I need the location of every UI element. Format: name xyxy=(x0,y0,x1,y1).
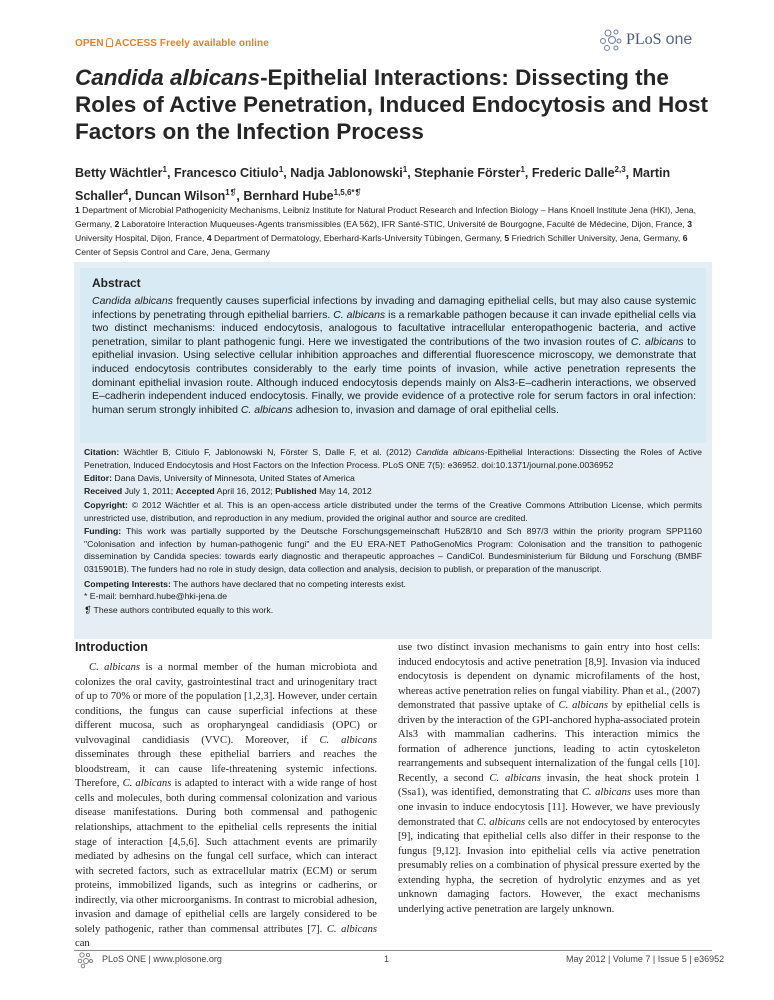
abstract-text: Candida albicans frequently causes superficial infections by invading and damaging epithelial cells, but may also cause systemic infections by penetrating through epithelial barriers. C. albicans is a remarkable pathogen because it can invade epithelial cells via two distinct mechanisms: induced endocytosis, analogous to facultative intracellular enteropathogenic bacteria, and active penetration, similar to plant pathogenic fungi. Here we investigated the contributions of the two invasion routes of C. albicans to epithelial invasion. Using selective cellular inhibition approaches and differential fluorescence microscopy, we demonstrate that induced endocytosis contributes considerably to the early time points of invasion, while active penetration represents the dominant epithelial invasion route. Although induced endocytosis depends mainly on Als3-E–cadherin interactions, we observed E–cadherin independent induced endocytosis. Finally, we provide evidence of a protective role for serum factors in oral infection: human serum strongly inhibited C. albicans adhesion to, invasion and damage of oral epithelial cells. xyxy=(92,295,696,416)
author-list: Betty Wächtler$^1$, Francesco Citiulo$^1$, Nadja Jablonowski$^1$, Stephanie Förster$^1$, Frederic Dalle$^{2,3}$, Martin Schaller$^4$, Duncan Wilson$^{1❡}$, Bernhard Hube$^{1,5,6*❡}$ xyxy=(75,165,671,204)
affiliation-item: 2 Laboratoire Interaction Muqueuses-Agents transmissibles (EA 562), IFR Santé-STIC, Université de Bourgogne, Faculté de Médecine, Dijon, France, xyxy=(114,219,688,229)
author-affiliation-mark: 1,5,6*❡ xyxy=(333,188,362,198)
copyright: Copyright: © 2012 Wächtler et al. This is an open-access article distributed under the terms of the Creative Commons Attribution License, which permits unrestricted use, distribution, and reproduction in any medium, provided the original author and source are credited. xyxy=(84,500,702,523)
author-name: Duncan Wilson$^{1❡}$ xyxy=(135,188,237,204)
abstract-heading: Abstract xyxy=(92,276,141,290)
author-name: Martin Schaller$^4$ xyxy=(75,166,671,204)
author-name: Betty Wächtler$^1$ xyxy=(75,165,167,181)
competing-interests: Competing Interests: The authors have declared that no competing interests exist. xyxy=(84,579,406,589)
open-access-banner: OPEN ACCESS Freely available online xyxy=(75,38,269,49)
footer-issue: May 2012 | Volume 7 | Issue 5 | e36952 xyxy=(566,954,725,964)
affiliation-item: 3 University Hospital, Dijon, France, xyxy=(75,219,692,243)
author-affiliation-mark: 1 xyxy=(402,165,408,174)
author-name: Francesco Citiulo$^1$ xyxy=(173,165,284,181)
author-name: Stephanie Förster$^1$ xyxy=(414,165,525,181)
body-column-right: use two distinct invasion mechanisms to gain entry into host cells: induced endocytosis and active penetration [8,9]. Invasion via induced endocytosis is dependent on dynamic microfilaments of the host, whereas active penetration relies on fungal viability. Phan et al., (2007) demonstrated that passive uptake of C. albicans by epithelial cells is driven by the interaction of the GPI-anchored hypha-associated protein Als3 with mammalian cadherins. This interaction mimics the formation of adherence junctions, leading to actin cytoskeleton rearrangements and subsequent internalization of the fungal cells [10]. Recently, a second C. albicans invasin, the heat shock protein 1 (Ssa1), was identified, demonstrating that C. albicans uses more than one invasin to induce endocytosis [11]. However, we have previously demonstrated that C. albicans cells are not endocytosed by enterocytes [9], indicating that epithelial cells also differ in their response to the fungus [9,12]. Invasion into epithelial cells via active penetration presumably relies on a combination of physical pressure exerted by the extending hypha, the secretion of hydrolytic enzymes and as yet unknown damaging factors. However, the exact mechanisms underlying active penetration are largely unknown. xyxy=(398,642,701,915)
citation-text: Wächtler B, Citiulo F, Jablonowski N, Förster S, Dalle F, et al. (2012) Candida albicans-Epithelial Interactions: Dissecting the Roles of Active Penetration, Induced Endocytosis and Host Factors on the Infection Process. PLoS ONE 7(5): e36952. doi:10.1371/journal.pone.0036952 xyxy=(84,447,702,470)
author-name: Bernhard Hube$^{1,5,6*❡}$ xyxy=(243,188,362,204)
email[interactable]: * E-mail: bernhard.hube@hki-jena.de xyxy=(84,591,228,601)
author-affiliation-mark: 1❡ xyxy=(225,188,237,198)
affiliation-item: 5 Friedrich Schiller University, Jena, Germany, xyxy=(504,233,683,243)
editor: Editor: Dana Davis, University of Minnesota, United States of America xyxy=(84,473,355,483)
affiliation-item: 6 Center of Sepsis Control and Care, Jena, Germany xyxy=(75,233,688,257)
footer-rule xyxy=(74,950,712,951)
author-affiliation-mark: 4 xyxy=(123,188,129,198)
equal-contribution-note: ❡ These authors contributed equally to this work. xyxy=(84,605,274,615)
author-affiliation-mark: 1 xyxy=(278,165,284,174)
author-name: Nadja Jablonowski$^1$ xyxy=(290,165,408,181)
footer-page-number: 1 xyxy=(384,954,390,964)
affiliation-item: 1 Department of Microbial Pathogenicity Mechanisms, Leibniz Institute for Natural Product Research and Infection Biology – Hans Knoell Institute Jena (HKI), Jena, Germany, xyxy=(75,205,696,229)
body-column-left: C. albicans is a normal member of the human microbiota and colonizes the oral cavity, gastrointestinal tract and urinogenitary tract of up to 70% or more of the population [1,2,3]. However, under certain conditions, the fungus can cause superficial infections at these different mucosa, such as oropharyngeal candidiasis (OPC) or vulvovaginal candidiasis (VVC). Moreover, if C. albicans disseminates through these epithelial barriers and reaches the bloodstream, it can cause life-threatening systemic infections. Therefore, C. albicans is adapted to interact with a wide range of host cells and molecules, both during commensal colonization and various disease manifestations. During both commensal and pathogenic relationships, attachment to the epithelial cells represents the initial stage of interaction [4,5,6]. Such attachment events are primarily mediated by adhesins on the fungal cell surface, which can interact with secreted factors, such as extracellular matrix (ECM) or serum proteins, immobilized ligands, such as integrins or cadherins, or indirectly, via other microorganisms. In contrast to microbial adhesion, invasion and damage of epithelial cells are largely considered to be solely pathogenic, rather than commensal attributes [7]. C. albicans can xyxy=(75,662,378,950)
author-affiliation-mark: 1 xyxy=(520,165,525,174)
plos-footer-logo-icon xyxy=(76,950,96,970)
author-affiliation-mark: 1 xyxy=(162,165,167,174)
citation: Citation: Wächtler B, Citiulo F, Jablonowski N, Förster S, Dalle F, et al. (2012) Candida albicans-Epithelial Interactions: Dissecting the Roles of Active Penetration, Induced Endocytosis and Host Factors on the Infection Process. PLoS ONE 7(5): e36952. doi:10.1371/journal.pone.0036952 xyxy=(84,447,702,470)
open-lock-icon xyxy=(106,38,113,47)
funding: Funding: This work was partially supported by the Deutsche Forschungsgemeinschaft Hu528/10 and Sch 897/3 within the priority program SPP1160 "Colonisation and infection by human-pathogenic fungi" and the EU ERA-NET PathoGenoMics Program: Colonisation and the transition to pathogenic dissemination by Candida species: towards early diagnostic and therapeutic approaches – CandiCol. Bundesministerium für Bildung und Forschung (BMBF 0315901B). The funders had no role in study design, data collection and analysis, decision to publish, or preparation of the manuscript. xyxy=(84,526,702,574)
author-affiliation-mark: 2,3 xyxy=(614,165,626,174)
affiliation-item: 4 Department of Dermatology, Eberhard-Karls-University Tübingen, Germany, xyxy=(206,233,505,243)
dates: Received July 1, 2011; Accepted April 16, 2012; Published May 14, 2012 xyxy=(84,486,372,496)
affiliations xyxy=(75,203,715,259)
section-heading-introduction: Introduction xyxy=(75,640,148,654)
plos-one-wordmark: PLoS one xyxy=(626,31,693,48)
footer-journal: PLoS ONE | www.plosone.org xyxy=(102,954,222,964)
author-name: Frederic Dalle$^{2,3}$ xyxy=(531,165,626,181)
article-title: Candida albicans-Epithelial Interactions: Dissecting the Roles of Active Penetration, Induced Endocytosis and Host Factors on the Infection Process xyxy=(75,65,709,144)
